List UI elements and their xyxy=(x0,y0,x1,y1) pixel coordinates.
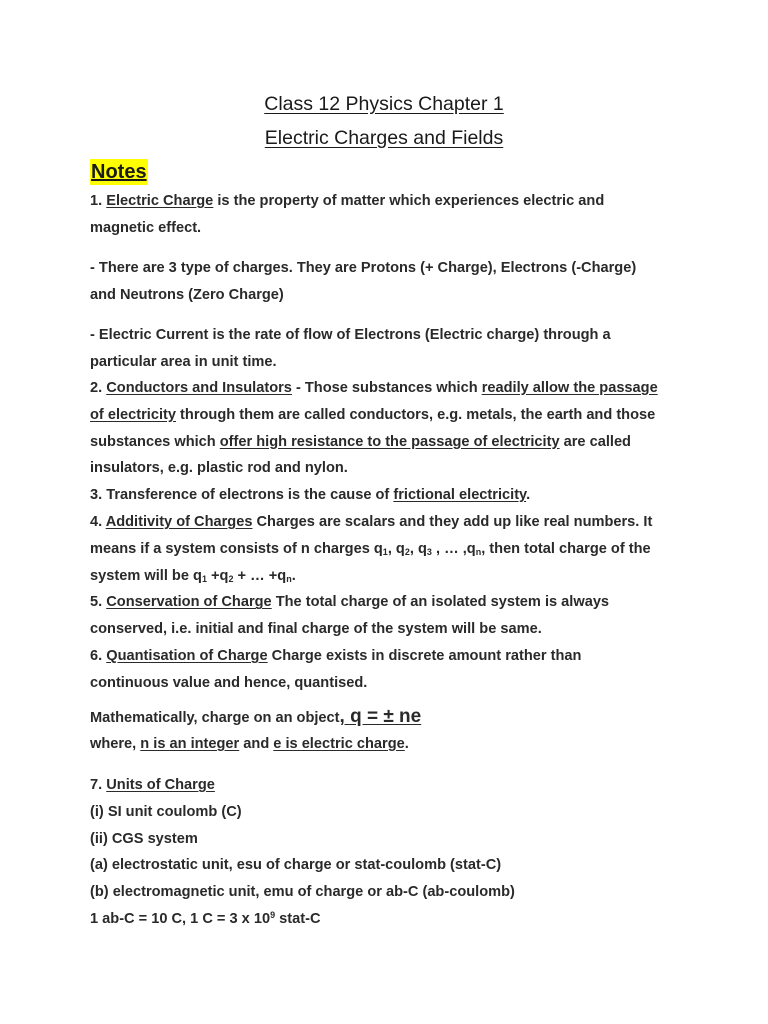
term-quantisation: Quantisation of Charge xyxy=(106,647,268,664)
conversion-line: 1 ab-C = 10 C, 1 C = 3 x $10^9$ stat-C xyxy=(90,909,321,927)
charge-types-paragraph: - There are 3 type of charges. They are Protons (+ Charge), Electrons (-Charge) and Neutrons (Zero Charge) xyxy=(90,260,637,303)
document-subtitle: Electric Charges and Fields xyxy=(264,127,504,149)
term-frictional-electricity: frictional electricity xyxy=(393,487,527,504)
document-title: Class 12 Physics Chapter 1 xyxy=(264,93,504,115)
section-2-line-1: 2. Conductors and Insulators - Those substances which readily allow the passage xyxy=(90,380,658,396)
charge-formula: , q = ± ne xyxy=(339,706,422,727)
electric-current-paragraph: - Electric Current is the rate of flow of Electrons (Electric charge) through a particular area in unit time. xyxy=(90,327,611,370)
section-6-line-2: continuous value and hence, quantised. xyxy=(90,674,368,691)
section-5-line-1: 5. Conservation of Charge The total charge of an isolated system is always xyxy=(90,594,610,611)
section-3: 3. Transference of electrons is the cause of frictional electricity. xyxy=(90,487,531,504)
term-conservation: Conservation of Charge xyxy=(106,594,272,611)
section-5-line-2: conserved, i.e. initial and final charge of the system will be same. xyxy=(90,621,542,638)
where-line: where, n is an integer and e is electric charge. xyxy=(90,736,409,752)
term-conductors-insulators: Conductors and Insulators xyxy=(106,380,292,396)
term-additivity: Additivity of Charges xyxy=(105,513,253,530)
notes-heading: Notes xyxy=(91,161,147,183)
section-4-line-3: system will be $q_1 +q_2$ + … $+q_n$. xyxy=(90,567,296,584)
section-2-line-3: substances which offer high resistance to the passage of electricity are called xyxy=(90,433,631,450)
section-7: 7. Units of Charge (i) SI unit coulomb (C) (ii) CGS system (a) electrostatic unit, esu of charge or stat-coulomb (stat-C) (b) electromagnetic unit, emu of charge or ab-C (ab-coulomb) 1 ab-C = 10 C, 1 C = 3 x $10^9$ stat-C xyxy=(90,772,690,933)
section-1: 1. Electric Charge is the property of matter which experiences electric and magnetic effect. xyxy=(90,193,605,236)
term-units-of-charge: Units of Charge xyxy=(106,777,215,793)
math-formula-line: Mathematically, charge on an object, q = ± ne xyxy=(90,706,422,727)
section-2-to-7 xyxy=(90,375,690,697)
section-6-line-1: 6. Quantisation of Charge Charge exists in discrete amount rather than xyxy=(90,647,582,664)
section-4-line-2: means if a system consists of n charges $q_1$, $q_2$, $q_3$ , … $,q_n$, then total charge of the xyxy=(90,540,651,557)
section-2-line-4: insulators, e.g. plastic rod and nylon. xyxy=(90,460,348,477)
term-electric-charge: Electric Charge xyxy=(106,193,214,209)
section-2-line-2: of electricity through them are called conductors, e.g. metals, the earth and those xyxy=(90,406,656,423)
section-4-line-1: 4. Additivity of Charges Charges are scalars and they add up like real numbers. It xyxy=(90,513,653,530)
